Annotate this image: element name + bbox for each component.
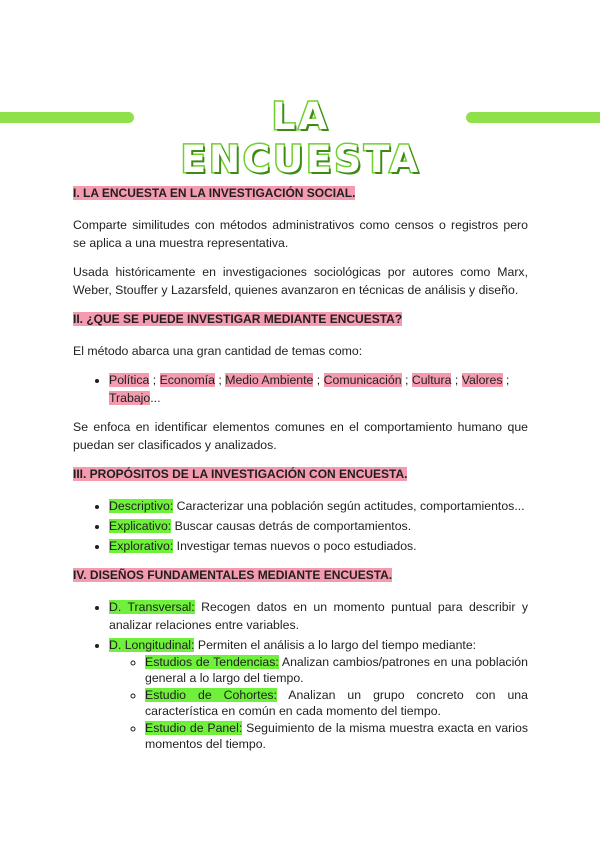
topics-item: • Política ; Economía ; Medio Ambiente ; Comunicación ; Cultura ; Valores ; Trabajo... bbox=[109, 371, 528, 407]
design-item: • D. Transversal: Recogen datos en un momento puntual para describir y analizar relaciones entre variables. bbox=[109, 598, 528, 634]
purpose-item: • Explicativo: Buscar causas detrás de comportamientos. bbox=[109, 517, 528, 535]
longitudinal-subitem: ◦ Estudios de Tendencias: Analizan cambios/patrones en una población general a lo largo del tiempo. bbox=[145, 654, 528, 686]
topics-list bbox=[73, 371, 528, 407]
topic-cultura: Cultura bbox=[411, 373, 452, 387]
design-item: • D. Longitudinal: Permiten el análisis a lo largo del tiempo mediante: ◦ Estudios de Tendencias: Analizan cambios/patrones en una población general a lo largo del tiempo. ◦ Estudio de Cohortes: Analizan un grupo concreto con una característica en común en cada momento del tiempo. ◦ Estudio de Panel: Seguimiento de la misma muestra exacta en varios momentos del tiempo. bbox=[109, 636, 528, 752]
document-body bbox=[73, 184, 528, 763]
section-1-heading: I. LA ENCUESTA EN LA INVESTIGACIÓN SOCIAL. bbox=[73, 186, 356, 200]
topic-trabajo: Trabajo bbox=[109, 391, 151, 405]
section-2-intro: El método abarca una gran cantidad de temas como: bbox=[73, 344, 363, 358]
purpose-item: • Descriptivo: Caracterizar una población según actitudes, comportamientos... bbox=[109, 497, 528, 515]
subitem-term: Estudios de Tendencias: bbox=[145, 655, 279, 669]
purpose-item: • Explorativo: Investigar temas nuevos o poco estudiados. bbox=[109, 537, 528, 555]
design-term: D. Transversal: bbox=[109, 600, 195, 614]
longitudinal-subitem: ◦ Estudio de Cohortes: Analizan un grupo concreto con una característica en común en cada momento del tiempo. bbox=[145, 687, 528, 719]
section-1-paragraph-1: Comparte similitudes con métodos administrativos como censos o registros pero se aplica a una muestra representativa. bbox=[73, 218, 528, 250]
title-bar-left bbox=[0, 112, 134, 123]
topic-politica: Política bbox=[109, 373, 150, 387]
section-4-heading: IV. DISEÑOS FUNDAMENTALES MEDIANTE ENCUESTA. bbox=[73, 568, 393, 582]
topic-economia: Economía bbox=[159, 373, 215, 387]
purpose-term: Explicativo: bbox=[109, 519, 172, 533]
section-3-heading: III. PROPÓSITOS DE LA INVESTIGACIÓN CON ENCUESTA. bbox=[73, 467, 408, 481]
section-2-heading: II. ¿QUE SE PUEDE INVESTIGAR MEDIANTE ENCUESTA? bbox=[73, 312, 403, 326]
purpose-term: Explorativo: bbox=[109, 539, 174, 553]
topic-medio-ambiente: Medio Ambiente bbox=[225, 373, 314, 387]
design-term: D. Longitudinal: bbox=[109, 638, 195, 652]
page-title: LA ENCUESTA bbox=[180, 95, 422, 181]
subitem-term: Estudio de Cohortes: bbox=[145, 688, 277, 702]
title-banner bbox=[0, 95, 600, 181]
topic-comunicacion: Comunicación bbox=[323, 373, 402, 387]
longitudinal-sublist bbox=[109, 654, 528, 752]
purposes-list bbox=[73, 497, 528, 555]
purpose-term: Descriptivo: bbox=[109, 499, 174, 513]
topic-valores: Valores bbox=[461, 373, 503, 387]
designs-list bbox=[73, 598, 528, 752]
subitem-term: Estudio de Panel: bbox=[145, 721, 243, 735]
section-2-paragraph: Se enfoca en identificar elementos comunes en el comportamiento humano que puedan ser clasificados y analizados. bbox=[73, 420, 528, 452]
section-1-paragraph-2: Usada históricamente en investigaciones sociológicas por autores como Marx, Weber, Stouffer y Lazarsfeld, quienes avanzaron en técnicas de análisis y diseño. bbox=[73, 265, 528, 297]
title-bar-right bbox=[466, 112, 600, 123]
longitudinal-subitem: ◦ Estudio de Panel: Seguimiento de la misma muestra exacta en varios momentos del tiempo. bbox=[145, 720, 528, 752]
